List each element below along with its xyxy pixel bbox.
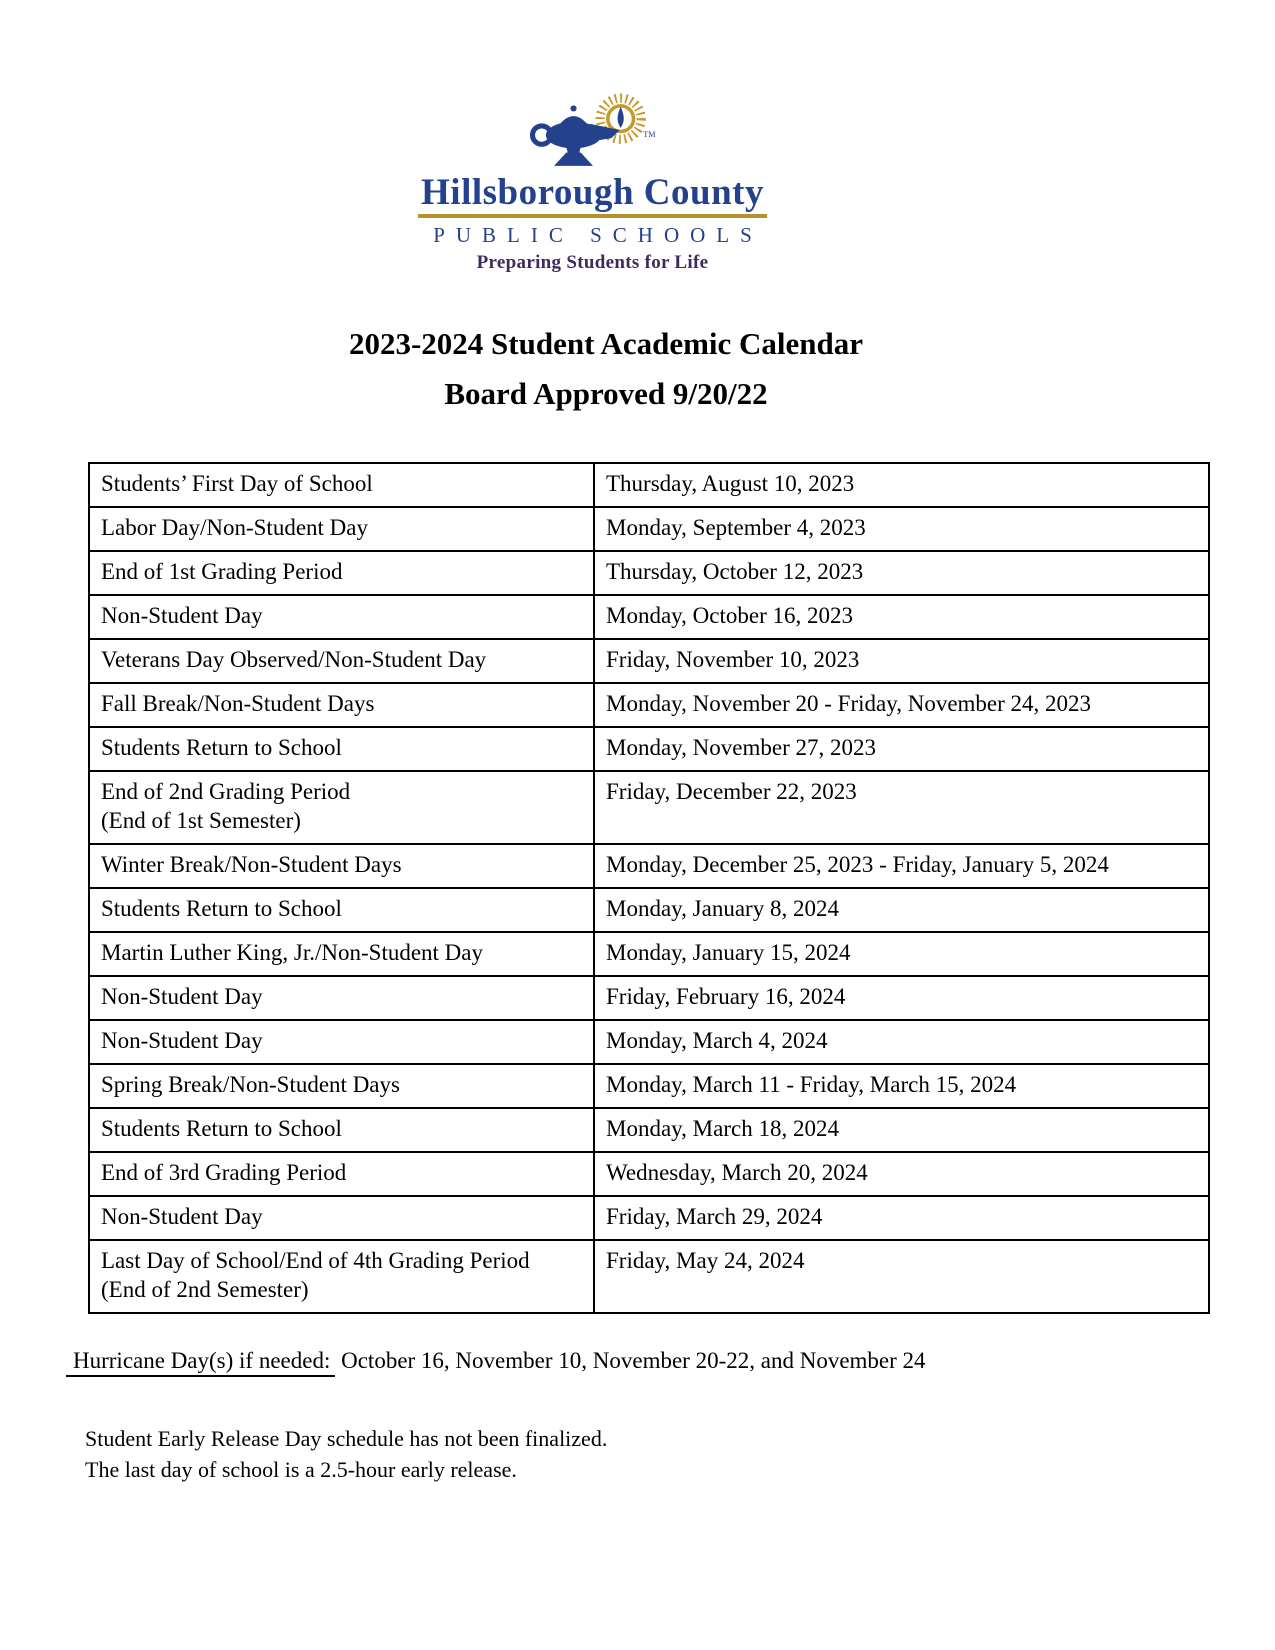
early-release-note-line1: Student Early Release Day schedule has not been finalized. [85, 1425, 608, 1451]
table-row [89, 1108, 1209, 1152]
event-cell: Non-Student Day [89, 976, 594, 1020]
table-row [89, 727, 1209, 771]
hurricane-days-note [66, 1348, 1275, 1377]
event-cell: Students Return to School [89, 727, 594, 771]
date-cell: Monday, March 18, 2024 [594, 1108, 1209, 1152]
date-cell: Monday, March 11 - Friday, March 15, 2024 [594, 1064, 1209, 1108]
table-row [89, 844, 1209, 888]
hurricane-days-label: Hurricane Day(s) if needed: [66, 1348, 335, 1377]
lamp-of-learning-icon [0, 90, 1185, 172]
table-row [89, 771, 1209, 844]
table-row [89, 551, 1209, 595]
event-cell: End of 2nd Grading Period (End of 1st Semester) [89, 771, 594, 844]
date-cell: Friday, November 10, 2023 [594, 639, 1209, 683]
event-cell: End of 3rd Grading Period [89, 1152, 594, 1196]
page-title: 2023-2024 Student Academic Calendar [348, 325, 864, 361]
hurricane-days-text: October 16, November 10, November 20-22, and November 24 [341, 1347, 926, 1373]
org-name: Hillsborough County [418, 174, 767, 218]
date-cell: Monday, December 25, 2023 - Friday, January 5, 2024 [594, 844, 1209, 888]
event-cell: Students Return to School [89, 888, 594, 932]
event-cell: Students’ First Day of School [89, 463, 594, 507]
early-release-notes [85, 1423, 1275, 1485]
event-cell: Labor Day/Non-Student Day [89, 507, 594, 551]
event-cell: Spring Break/Non-Student Days [89, 1064, 594, 1108]
date-cell: Thursday, August 10, 2023 [594, 463, 1209, 507]
district-logo [0, 0, 1185, 274]
date-cell: Monday, September 4, 2023 [594, 507, 1209, 551]
date-cell: Monday, March 4, 2024 [594, 1020, 1209, 1064]
date-cell: Wednesday, March 20, 2024 [594, 1152, 1209, 1196]
event-cell: Last Day of School/End of 4th Grading Period (End of 2nd Semester) [89, 1240, 594, 1313]
event-cell: Students Return to School [89, 1108, 594, 1152]
org-tagline: Preparing Students for Life [476, 251, 709, 273]
date-cell: Friday, May 24, 2024 [594, 1240, 1209, 1313]
event-cell: Martin Luther King, Jr./Non-Student Day [89, 932, 594, 976]
event-cell: Winter Break/Non-Student Days [89, 844, 594, 888]
page-subtitle: Board Approved 9/20/22 [444, 375, 768, 411]
table-row [89, 639, 1209, 683]
document-title-block [0, 326, 1212, 412]
event-cell: Non-Student Day [89, 1196, 594, 1240]
event-cell: Veterans Day Observed/Non-Student Day [89, 639, 594, 683]
date-cell: Monday, January 8, 2024 [594, 888, 1209, 932]
date-cell: Friday, March 29, 2024 [594, 1196, 1209, 1240]
table-row [89, 507, 1209, 551]
calendar-table-body [89, 463, 1209, 1313]
table-row [89, 463, 1209, 507]
table-row [89, 683, 1209, 727]
table-row [89, 1196, 1209, 1240]
date-cell: Monday, January 15, 2024 [594, 932, 1209, 976]
org-subtitle: PUBLIC SCHOOLS [433, 222, 763, 247]
date-cell: Thursday, October 12, 2023 [594, 551, 1209, 595]
table-row [89, 1240, 1209, 1313]
table-row [89, 976, 1209, 1020]
early-release-note-line2: The last day of school is a 2.5-hour early release. [85, 1456, 517, 1482]
hurricane-days-value [335, 1348, 925, 1373]
table-row [89, 1152, 1209, 1196]
date-cell: Friday, December 22, 2023 [594, 771, 1209, 844]
date-cell: Monday, November 27, 2023 [594, 727, 1209, 771]
date-cell: Monday, October 16, 2023 [594, 595, 1209, 639]
event-cell: End of 1st Grading Period [89, 551, 594, 595]
event-cell: Fall Break/Non-Student Days [89, 683, 594, 727]
event-cell: Non-Student Day [89, 595, 594, 639]
table-row [89, 888, 1209, 932]
event-cell: Non-Student Day [89, 1020, 594, 1064]
academic-calendar-table [88, 462, 1210, 1314]
date-cell: Friday, February 16, 2024 [594, 976, 1209, 1020]
date-cell: Monday, November 20 - Friday, November 24, 2023 [594, 683, 1209, 727]
table-row [89, 932, 1209, 976]
table-row [89, 595, 1209, 639]
table-row [89, 1064, 1209, 1108]
trademark-symbol: TM [642, 130, 656, 140]
table-row [89, 1020, 1209, 1064]
